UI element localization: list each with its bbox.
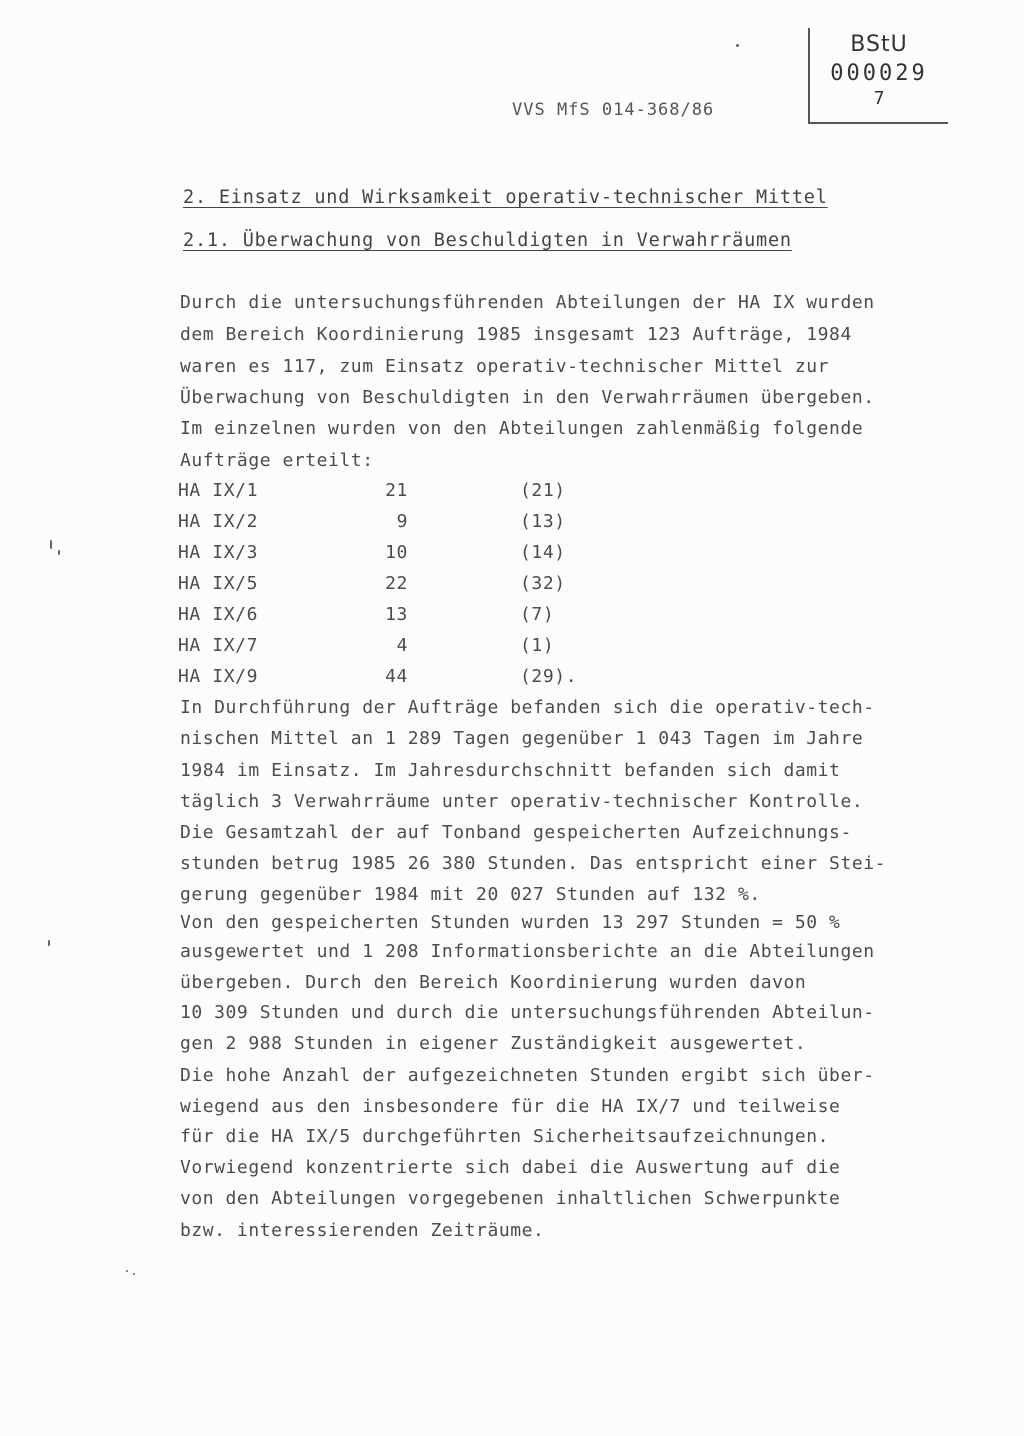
table-current-count: 10 — [385, 542, 408, 563]
table-previous-count: (13) — [520, 511, 566, 532]
text-line: ausgewertet und 1 208 Informationsberichte an die Abteilungen — [180, 941, 875, 962]
text-line: für die HA IX/5 durchgeführten Sicherheitsaufzeichnungen. — [180, 1126, 830, 1147]
document-reference: VVS MfS 014-368/86 — [512, 100, 715, 120]
table-unit: HA IX/1 — [178, 480, 259, 501]
table-unit: HA IX/6 — [178, 604, 259, 625]
table-previous-count: (32) — [520, 573, 566, 594]
text-line: übergeben. Durch den Bereich Koordinierung wurden davon — [180, 972, 807, 993]
table-current-count: 21 — [385, 480, 408, 501]
text-line: 10 309 Stunden und durch die untersuchungsführenden Abteilun- — [180, 1002, 875, 1023]
scan-speck — [736, 44, 739, 47]
table-unit: HA IX/2 — [178, 511, 259, 532]
text-line: Von den gespeicherten Stunden wurden 13 297 Stunden = 50 % — [180, 912, 841, 933]
scan-speck — [48, 940, 50, 946]
table-previous-count: (21) — [520, 480, 566, 501]
text-line: Überwachung von Beschuldigten in den Verwahrräumen übergeben. — [180, 387, 875, 408]
text-line: In Durchführung der Aufträge befanden sich die operativ-tech- — [180, 697, 875, 718]
text-line: nischen Mittel an 1 289 Tagen gegenüber 1 043 Tagen im Jahre — [180, 728, 864, 749]
text-line: wiegend aus den insbesondere für die HA IX/7 und teilweise — [180, 1096, 841, 1117]
stamp-page-number: 7 — [873, 88, 885, 109]
text-line: gerung gegenüber 1984 mit 20 027 Stunden auf 132 %. — [180, 884, 761, 905]
section-heading: 2. Einsatz und Wirksamkeit operativ-technischer Mittel — [183, 187, 828, 208]
text-line: dem Bereich Koordinierung 1985 insgesamt 123 Aufträge, 1984 — [180, 324, 852, 345]
table-current-count: 44 — [385, 666, 408, 687]
scan-speck — [133, 1273, 135, 1275]
text-line: stunden betrug 1985 26 380 Stunden. Das entspricht einer Stei- — [180, 853, 886, 874]
stamp-agency: BStU — [850, 32, 908, 57]
table-previous-count: (14) — [520, 542, 566, 563]
table-unit: HA IX/7 — [178, 635, 259, 656]
text-line: waren es 117, zum Einsatz operativ-technischer Mittel zur — [180, 356, 830, 377]
text-line: Die Gesamtzahl der auf Tonband gespeicherten Aufzeichnungs- — [180, 822, 852, 843]
table-previous-count: (29). — [520, 666, 578, 687]
text-line: Vorwiegend konzentrierte sich dabei die Auswertung auf die — [180, 1157, 841, 1178]
table-previous-count: (7) — [520, 604, 555, 625]
text-line: bzw. interessierenden Zeiträume. — [180, 1220, 545, 1241]
archive-stamp — [808, 28, 948, 124]
text-line: Durch die untersuchungsführenden Abteilungen der HA IX wurden — [180, 292, 875, 313]
scan-speck — [58, 550, 60, 555]
scan-speck — [50, 540, 52, 549]
text-line: gen 2 988 Stunden in eigener Zuständigkeit ausgewertet. — [180, 1033, 807, 1054]
text-line: Die hohe Anzahl der aufgezeichneten Stunden ergibt sich über- — [180, 1065, 875, 1086]
table-previous-count: (1) — [520, 635, 555, 656]
stamp-number: 000029 — [830, 61, 928, 86]
text-line: Aufträge erteilt: — [180, 450, 374, 471]
text-line: von den Abteilungen vorgegebenen inhaltlichen Schwerpunkte — [180, 1188, 841, 1209]
table-current-count: 9 — [396, 511, 408, 532]
table-unit: HA IX/5 — [178, 573, 259, 594]
text-line: 1984 im Einsatz. Im Jahresdurchschnitt befanden sich damit — [180, 760, 841, 781]
table-unit: HA IX/9 — [178, 666, 259, 687]
subsection-heading: 2.1. Überwachung von Beschuldigten in Verwahrräumen — [183, 230, 792, 251]
scan-speck — [126, 1270, 128, 1272]
text-line: täglich 3 Verwahrräume unter operativ-technischer Kontrolle. — [180, 791, 864, 812]
table-current-count: 13 — [385, 604, 408, 625]
table-unit: HA IX/3 — [178, 542, 259, 563]
text-line: Im einzelnen wurden von den Abteilungen zahlenmäßig folgende — [180, 418, 864, 439]
table-current-count: 22 — [385, 573, 408, 594]
table-current-count: 4 — [396, 635, 408, 656]
